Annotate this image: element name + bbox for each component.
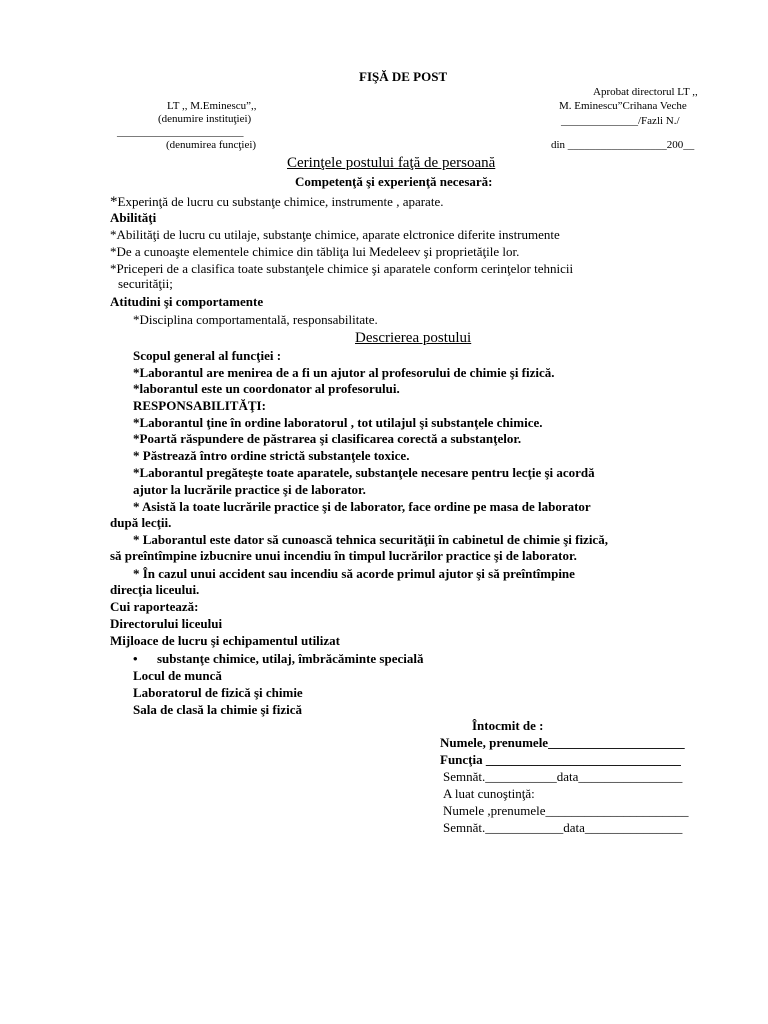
scope-title: Scopul general al funcţiei : bbox=[133, 348, 282, 363]
approval-line-3: ______________/Fazli N./ bbox=[561, 115, 680, 127]
experience-star: * bbox=[110, 194, 118, 210]
acknowledged-name-line: Numele ,prenumele______________________ bbox=[443, 803, 689, 818]
attitudes-title: Atitudini şi comportamente bbox=[110, 294, 264, 309]
ability-item: *Priceperi de a clasifica toate substanţele chimice şi aparatele conform cerinţelor tehnicii bbox=[110, 261, 574, 276]
institution-caption: (denumire instituţiei) bbox=[158, 113, 252, 125]
name-line: Numele, prenumele_____________________ bbox=[440, 735, 685, 750]
scope-item: *Laborantul are menirea de a fi un ajutor al profesorului de chimie şi fizică. bbox=[133, 365, 555, 380]
approval-line-1: Aprobat directorul LT ,, bbox=[593, 86, 698, 98]
reports-to: Directorului liceului bbox=[110, 616, 223, 631]
experience-text: Experinţă de lucru cu substanţe chimice, instrumente , aparate. bbox=[117, 194, 444, 209]
approval-line-2: M. Eminescu”Crihana Veche bbox=[559, 100, 687, 112]
acknowledged-label: A luat cunoştinţă: bbox=[443, 786, 535, 801]
ability-item: *Abilităţi de lucru cu utilaje, substanţe chimice, aparate elctronice diferite instrumente bbox=[110, 227, 560, 242]
ability-item: *De a cunoaşte elementele chimice din tăbliţa lui Medeleev şi proprietăţile lor. bbox=[110, 244, 520, 259]
function-blank: _______________________ bbox=[117, 126, 244, 138]
tools-item: substanţe chimice, utilaj, îmbrăcăminte specială bbox=[157, 651, 424, 666]
document-title: FIŞĂ DE POST bbox=[359, 69, 448, 84]
responsibility-item: * Asistă la toate lucrările practice şi de laborator, face ordine pe masa de laborator bbox=[133, 499, 591, 514]
description-heading: Descrierea postului bbox=[355, 330, 472, 346]
requirements-heading: Cerinţele postului faţă de persoană bbox=[287, 155, 496, 171]
abilities-title: Abilităţi bbox=[110, 210, 157, 225]
responsibility-item-continued: ajutor la lucrările practice şi de laborator. bbox=[133, 482, 366, 497]
sign-date-line: Semnăt.___________data________________ bbox=[443, 769, 683, 784]
competence-subheading: Competenţă şi experienţă necesară: bbox=[295, 174, 493, 189]
responsibility-item: *Poartă răspundere de păstrarea şi clasificarea corectă a substanţelor. bbox=[133, 431, 522, 446]
responsibility-item: *Laborantul pregăteşte toate aparatele, substanţele necesare pentru lecţie şi acordă bbox=[133, 465, 595, 480]
responsibility-item-continued: direcţia liceului. bbox=[110, 582, 200, 597]
responsibility-item-continued: să preîntîmpine izbucnire unui incendiu în timpul lucrărilor practice şi de laborator. bbox=[110, 548, 577, 563]
responsibility-item: * Laborantul este dator să cunoască tehnica securităţii în cabinetul de chimie şi fizică, bbox=[133, 532, 608, 547]
tools-title: Mijloace de lucru şi echipamentul utilizat bbox=[110, 633, 341, 648]
workplace-item: Laboratorul de fizică şi chimie bbox=[133, 685, 303, 700]
workplace-item: Sala de clasă la chimie şi fizică bbox=[133, 702, 302, 717]
tools-bullet: • bbox=[133, 651, 138, 666]
responsibility-item: * În cazul unui accident sau incendiu să acorde primul ajutor şi să preîntîmpine bbox=[133, 566, 575, 581]
institution-name: LT ,, M.Eminescu”,, bbox=[167, 100, 257, 112]
attitudes-text: *Disciplina comportamentală, responsabilitate. bbox=[133, 312, 378, 327]
reports-title: Cui raportează: bbox=[110, 599, 199, 614]
ability-item-continued: securităţii; bbox=[118, 276, 173, 291]
experience-line bbox=[110, 194, 443, 211]
scope-item: *laborantul este un coordonator al profesorului. bbox=[133, 381, 400, 396]
responsibilities-title: RESPONSABILITĂŢI: bbox=[133, 398, 266, 413]
responsibility-item: * Păstrează întro ordine strictă substanţele toxice. bbox=[133, 448, 410, 463]
date-line: din __________________200__ bbox=[551, 139, 695, 151]
workplace-title: Locul de muncă bbox=[133, 668, 222, 683]
responsibility-item: *Laborantul ţine în ordine laboratorul , tot utilajul şi substanţele chimice. bbox=[133, 415, 543, 430]
function-caption: (denumirea funcţiei) bbox=[166, 139, 257, 151]
acknowledged-sign-date-line: Semnăt.____________data_______________ bbox=[443, 820, 683, 835]
responsibility-item-continued: după lecţii. bbox=[110, 515, 172, 530]
function-line: Funcţia ______________________________ bbox=[440, 752, 681, 767]
prepared-by: Întocmit de : bbox=[472, 718, 544, 733]
